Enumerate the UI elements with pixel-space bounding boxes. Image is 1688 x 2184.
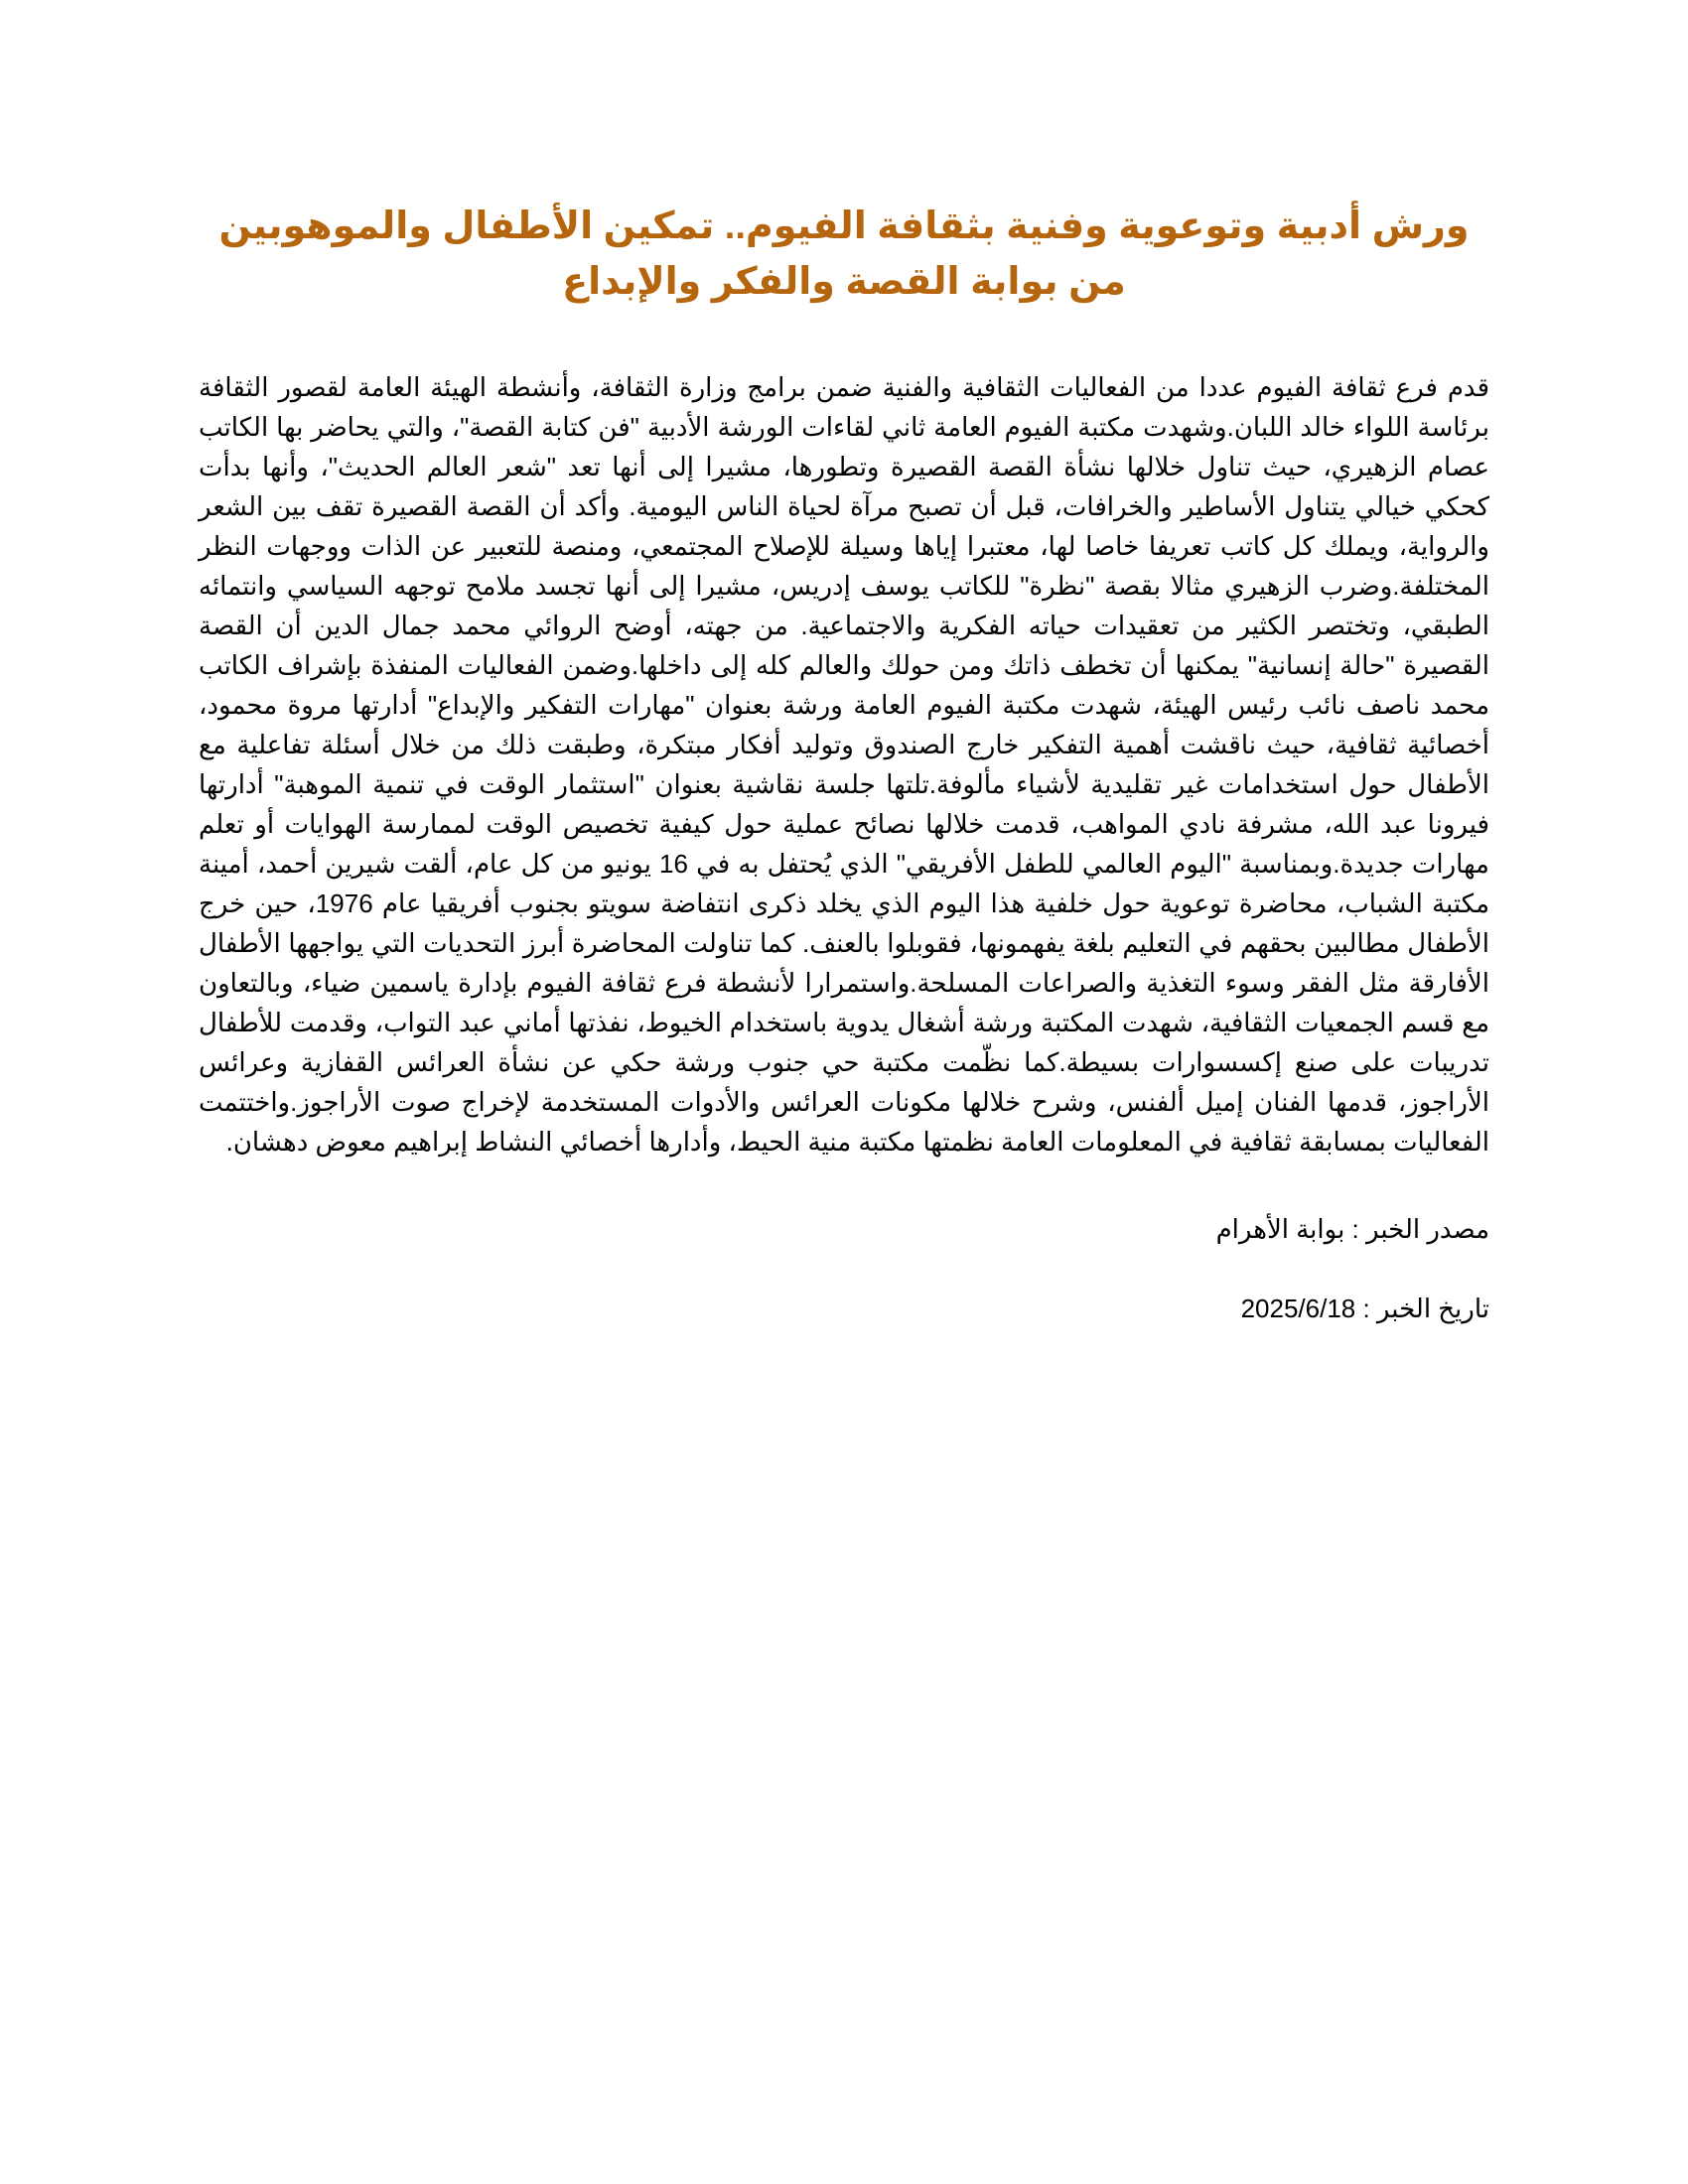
article-title: ورش أدبية وتوعوية وفنية بثقافة الفيوم.. تمكين الأطفال والموهوبين من بوابة القصة والفكر والإبداع — [218, 205, 1470, 303]
news-date: تاريخ الخبر : 2025/6/18 — [1240, 1294, 1489, 1323]
article-page — [199, 199, 1489, 1328]
article-body: قدم فرع ثقافة الفيوم عددا من الفعاليات الثقافية والفنية ضمن برامج وزارة الثقافة، وأنشطة الهيئة العامة لقصور الثقافة برئاسة اللواء خالد اللبان.وشهدت مكتبة الفيوم العامة ثاني لقاءات الورشة الأدبية "فن كتابة القصة"، والتي يحاضر بها الكاتب عصام الزهيري، حيث تناول خلالها نشأة القصة القصيرة وتطورها، مشيرا إلى أنها تعد "شعر العالم الحديث"، وأنها بدأت كحكي خيالي يتناول الأساطير والخرافات، قبل أن تصبح مرآة لحياة الناس اليومية. وأكد أن القصة القصيرة تقف بين الشعر والرواية، ويملك كل كاتب تعريفا خاصا لها، معتبرا إياها وسيلة للإصلاح المجتمعي، ومنصة للتعبير عن الذات ووجهات النظر المختلفة.وضرب الزهيري مثالا بقصة "نظرة" للكاتب يوسف إدريس، مشيرا إلى أنها تجسد ملامح توجهه السياسي وانتمائه الطبقي، وتختصر الكثير من تعقيدات حياته الفكرية والاجتماعية. من جهته، أوضح الروائي محمد جمال الدين أن القصة القصيرة "حالة إنسانية" يمكنها أن تخطف ذاتك ومن حولك والعالم كله إلى داخلها.وضمن الفعاليات المنفذة بإشراف الكاتب محمد ناصف نائب رئيس الهيئة، شهدت مكتبة الفيوم العامة ورشة بعنوان "مهارات التفكير والإبداع" أدارتها مروة محمود، أخصائية ثقافية، حيث ناقشت أهمية التفكير خارج الصندوق وتوليد أفكار مبتكرة، وطبقت ذلك من خلال أسئلة تفاعلية مع الأطفال حول استخدامات غير تقليدية لأشياء مألوفة.تلتها جلسة نقاشية بعنوان "استثمار الوقت في تنمية الموهبة" أدارتها فيرونا عبد الله، مشرفة نادي المواهب، قدمت خلالها نصائح عملية حول كيفية تخصيص الوقت لممارسة الهوايات أو تعلم مهارات جديدة.وبمناسبة "اليوم العالمي للطفل الأفريقي" الذي يُحتفل به في 16 يونيو من كل عام، ألقت شيرين أحمد، أمينة مكتبة الشباب، محاضرة توعوية حول خلفية هذا اليوم الذي يخلد ذكرى انتفاضة سويتو بجنوب أفريقيا عام 1976، حين خرج الأطفال مطالبين بحقهم في التعليم بلغة يفهمونها، فقوبلوا بالعنف. كما تناولت المحاضرة أبرز التحديات التي يواجهها الأطفال الأفارقة مثل الفقر وسوء التغذية والصراعات المسلحة.واستمرارا لأنشطة فرع ثقافة الفيوم بإدارة ياسمين ضياء، وبالتعاون مع قسم الجمعيات الثقافية، شهدت المكتبة ورشة أشغال يدوية باستخدام الخيوط، نفذتها أماني عبد التواب، وقدمت للأطفال تدريبات على صنع إكسسوارات بسيطة.كما نظّمت مكتبة حي جنوب ورشة حكي عن نشأة العرائس القفازية وعرائس الأراجوز، قدمها الفنان إميل ألفنس، وشرح خلالها مكونات العرائس والأدوات المستخدمة لإخراج صوت الأراجوز.واختتمت الفعاليات بمسابقة ثقافية في المعلومات العامة نظمتها مكتبة منية الحيط، وأدارها أخصائي النشاط إبراهيم معوض دهشان. — [199, 372, 1489, 1157]
news-source: مصدر الخبر : بوابة الأهرام — [1215, 1214, 1489, 1244]
